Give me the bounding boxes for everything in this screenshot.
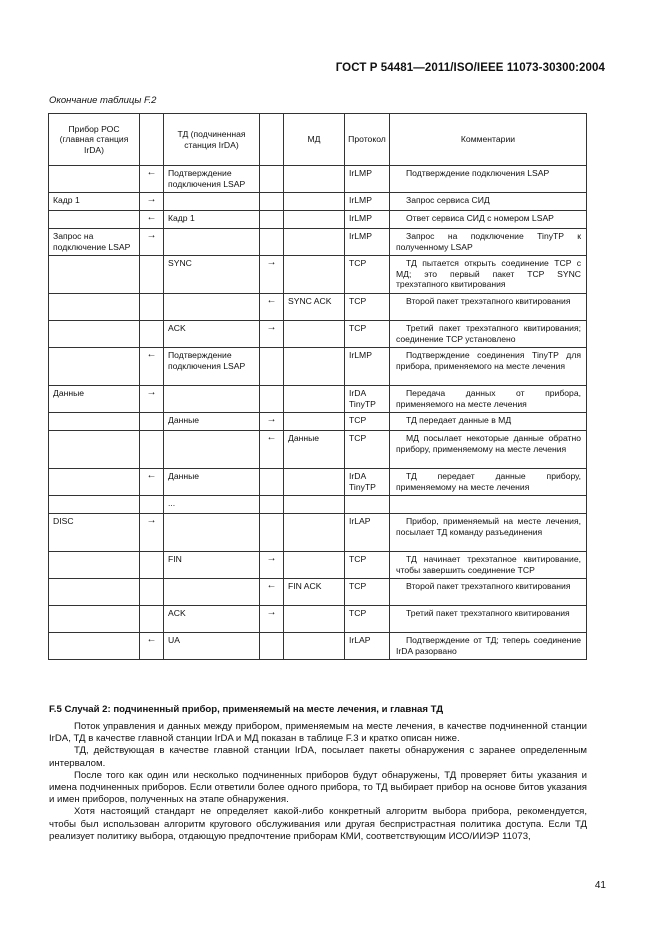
table-row [49, 386, 587, 413]
comment-text: ТД пытается открыть соединение TCP с МД; это первый пакет TCP SYNC трехэтапного квитирования [396, 258, 581, 290]
protocol-cell: IrLMP [345, 166, 390, 193]
arrow-cell [260, 514, 284, 552]
md-cell [284, 256, 345, 294]
comment-text: Подтверждение подключения LSAP [406, 168, 550, 178]
td-cell [164, 514, 260, 552]
poc-cell: DISC [49, 514, 140, 552]
td-cell: Данные [164, 469, 260, 496]
comment-text: Подтверждение от ТД; теперь соединение IrDA разорвано [396, 635, 581, 656]
arrow-cell [140, 579, 164, 606]
comment-text: Прибор, применяемый на месте лечения, посылает ТД команду разъединения [396, 516, 581, 537]
td-cell: FIN [164, 552, 260, 579]
protocol-cell: IrDA TinyTP [345, 386, 390, 413]
arrow-cell: ← [140, 633, 164, 660]
arrow-cell: ← [260, 431, 284, 469]
md-cell [284, 211, 345, 229]
td-cell: Подтверждение подключения LSAP [164, 348, 260, 386]
header-arrow-1 [140, 114, 164, 166]
table-row [49, 431, 587, 469]
md-cell [284, 386, 345, 413]
md-cell [284, 496, 345, 514]
poc-cell [49, 348, 140, 386]
poc-cell [49, 256, 140, 294]
comment-cell [390, 514, 587, 552]
table-row [49, 514, 587, 552]
md-cell: SYNC ACK [284, 294, 345, 321]
arrow-cell [260, 386, 284, 413]
document-header: ГОСТ Р 54481—2011/ISO/IEEE 11073-30300:2004 [335, 62, 605, 74]
md-cell [284, 633, 345, 660]
comment-cell [390, 294, 587, 321]
poc-cell [49, 431, 140, 469]
arrow-cell [140, 294, 164, 321]
protocol-cell: TCP [345, 413, 390, 431]
md-cell [284, 552, 345, 579]
protocol-cell: TCP [345, 431, 390, 469]
header-comments: Комментарии [390, 114, 587, 166]
table-row [49, 579, 587, 606]
arrow-cell: → [260, 606, 284, 633]
protocol-cell: TCP [345, 294, 390, 321]
comment-text: Второй пакет трехэтапного квитирования [406, 581, 571, 591]
comment-text: Третий пакет трехэтапного квитирования; соединение TCP установлено [396, 323, 581, 344]
md-cell [284, 469, 345, 496]
table-row [49, 229, 587, 256]
protocol-cell: IrLMP [345, 229, 390, 256]
poc-cell [49, 606, 140, 633]
arrow-cell: → [260, 256, 284, 294]
protocol-cell: IrLAP [345, 633, 390, 660]
arrow-cell: → [140, 386, 164, 413]
comment-cell [390, 193, 587, 211]
comment-text: Третий пакет трехэтапного квитирования [406, 608, 570, 618]
arrow-cell: → [260, 552, 284, 579]
md-cell [284, 413, 345, 431]
md-cell: Данные [284, 431, 345, 469]
td-cell [164, 193, 260, 211]
protocol-cell: IrLMP [345, 193, 390, 211]
table-row [49, 633, 587, 660]
table-row [49, 294, 587, 321]
comment-text: Ответ сервиса СИД с номером LSAP [406, 213, 554, 223]
md-cell [284, 514, 345, 552]
header-arrow-2 [260, 114, 284, 166]
poc-cell [49, 294, 140, 321]
paragraph: Хотя настоящий стандарт не определяет какой-либо конкретный алгоритм выбора прибора, рекомендуется, чтобы был использован алгоритм кругового обслуживания или другая беспристрастная политика доступа. Если ТД реализует политику выбора, отдающую предпочтение приборам КМИ, соответствующим ИСО/ИИЭР 11073, [49, 806, 587, 842]
table-row [49, 348, 587, 386]
paragraph: Поток управления и данных между прибором, применяемым на месте лечения, в качестве подчиненной станции IrDA, ТД в качестве главной станции IrDA и МД показан в таблице F.3 и кратко описан ниже. [49, 721, 587, 745]
md-cell [284, 606, 345, 633]
arrow-cell [140, 321, 164, 348]
arrow-cell [260, 166, 284, 193]
protocol-cell: IrLMP [345, 348, 390, 386]
comment-cell [390, 256, 587, 294]
section-title: F.5 Случай 2: подчиненный прибор, применяемый на месте лечения, и главная ТД [49, 704, 444, 715]
arrow-cell [140, 413, 164, 431]
comment-cell [390, 606, 587, 633]
header-td: ТД (подчиненная станция IrDA) [164, 114, 260, 166]
protocol-flow-table [48, 113, 587, 660]
td-cell: ACK [164, 606, 260, 633]
arrow-cell [140, 606, 164, 633]
arrow-cell: → [140, 193, 164, 211]
td-cell: ... [164, 496, 260, 514]
md-cell [284, 348, 345, 386]
comment-text: Запрос сервиса СИД [406, 195, 490, 205]
comment-cell [390, 431, 587, 469]
comment-text: Передача данных от прибора, применяемого на месте лечения [396, 388, 581, 409]
comment-cell [390, 321, 587, 348]
table-row [49, 606, 587, 633]
arrow-cell [140, 431, 164, 469]
td-cell [164, 431, 260, 469]
table-caption: Окончание таблицы F.2 [49, 95, 157, 106]
poc-cell [49, 496, 140, 514]
td-cell: ACK [164, 321, 260, 348]
md-cell: FIN ACK [284, 579, 345, 606]
table-row [49, 552, 587, 579]
comment-cell [390, 413, 587, 431]
md-cell [284, 193, 345, 211]
poc-cell [49, 321, 140, 348]
poc-cell [49, 579, 140, 606]
md-cell [284, 321, 345, 348]
comment-text: ТД начинает трехэтапное квитирование, чтобы завершить соединение TCP [396, 554, 581, 575]
arrow-cell [260, 348, 284, 386]
table-row [49, 211, 587, 229]
table-row [49, 256, 587, 294]
arrow-cell [260, 229, 284, 256]
comment-cell [390, 496, 587, 514]
arrow-cell: ← [140, 469, 164, 496]
comment-cell [390, 469, 587, 496]
comment-text: Подтверждение соединения TinyTP для прибора, применяемого на месте лечения [396, 350, 581, 371]
paragraph: ТД, действующая в качестве главной станции IrDA, посылает пакеты обнаружения с заранее определенным интервалом. [49, 745, 587, 769]
header-md: МД [284, 114, 345, 166]
arrow-cell: ← [140, 166, 164, 193]
poc-cell: Данные [49, 386, 140, 413]
arrow-cell: → [140, 514, 164, 552]
poc-cell [49, 211, 140, 229]
poc-cell [49, 413, 140, 431]
table-row [49, 321, 587, 348]
comment-cell [390, 552, 587, 579]
arrow-cell: → [260, 321, 284, 348]
td-cell: Данные [164, 413, 260, 431]
protocol-cell [345, 496, 390, 514]
comment-text: Второй пакет трехэтапного квитирования [406, 296, 571, 306]
arrow-cell: → [140, 229, 164, 256]
arrow-cell [260, 193, 284, 211]
md-cell [284, 229, 345, 256]
arrow-cell: ← [260, 579, 284, 606]
comment-text: Запрос на подключение TinyTP к полученному LSAP [396, 231, 581, 252]
comment-cell [390, 386, 587, 413]
protocol-cell: IrLAP [345, 514, 390, 552]
poc-cell [49, 633, 140, 660]
td-cell: Кадр 1 [164, 211, 260, 229]
td-cell [164, 386, 260, 413]
md-cell [284, 166, 345, 193]
poc-cell [49, 166, 140, 193]
protocol-cell: TCP [345, 256, 390, 294]
protocol-cell: TCP [345, 321, 390, 348]
table-row [49, 496, 587, 514]
arrow-cell: ← [260, 294, 284, 321]
td-cell: UA [164, 633, 260, 660]
header-protocol: Протокол [345, 114, 390, 166]
page-number: 41 [594, 880, 606, 891]
comment-text: МД посылает некоторые данные обратно прибору, применяемому на месте лечения [396, 433, 581, 454]
comment-cell [390, 579, 587, 606]
arrow-cell: ← [140, 348, 164, 386]
table-row [49, 193, 587, 211]
protocol-cell: TCP [345, 552, 390, 579]
arrow-cell [260, 469, 284, 496]
protocol-cell: IrDA TinyTP [345, 469, 390, 496]
comment-cell [390, 211, 587, 229]
td-cell [164, 294, 260, 321]
arrow-cell [140, 256, 164, 294]
table-row [49, 469, 587, 496]
protocol-cell: TCP [345, 606, 390, 633]
paragraph: После того как один или несколько подчиненных приборов будут обнаружены, ТД проверяет биты указания и имена подчиненных приборов. Если ответили более одного прибора, то ТД выбирает прибор на основе битов указания и имен приборов, полученных на этапе обнаружения. [49, 769, 587, 806]
comment-text: ТД передает данные в МД [406, 415, 512, 425]
td-cell: Подтверждение подключения LSAP [164, 166, 260, 193]
poc-cell [49, 552, 140, 579]
header-poc-device: Прибор РОС (главная станция IrDA) [49, 114, 140, 166]
td-cell [164, 579, 260, 606]
protocol-cell: IrLMP [345, 211, 390, 229]
comment-cell [390, 229, 587, 256]
poc-cell [49, 469, 140, 496]
table-header-row [49, 114, 587, 166]
poc-cell: Кадр 1 [49, 193, 140, 211]
comment-text: ТД передает данные прибору, применяемому на месте лечения [396, 471, 581, 492]
poc-cell: Запрос на подключение LSAP [49, 229, 140, 256]
comment-cell [390, 348, 587, 386]
comment-cell [390, 166, 587, 193]
table-row [49, 166, 587, 193]
arrow-cell [140, 496, 164, 514]
table-row [49, 413, 587, 431]
arrow-cell: ← [140, 211, 164, 229]
arrow-cell [140, 552, 164, 579]
arrow-cell: → [260, 413, 284, 431]
arrow-cell [260, 633, 284, 660]
td-cell [164, 229, 260, 256]
comment-cell [390, 633, 587, 660]
protocol-cell: TCP [345, 579, 390, 606]
arrow-cell [260, 496, 284, 514]
body-text [49, 721, 587, 843]
arrow-cell [260, 211, 284, 229]
td-cell: SYNC [164, 256, 260, 294]
